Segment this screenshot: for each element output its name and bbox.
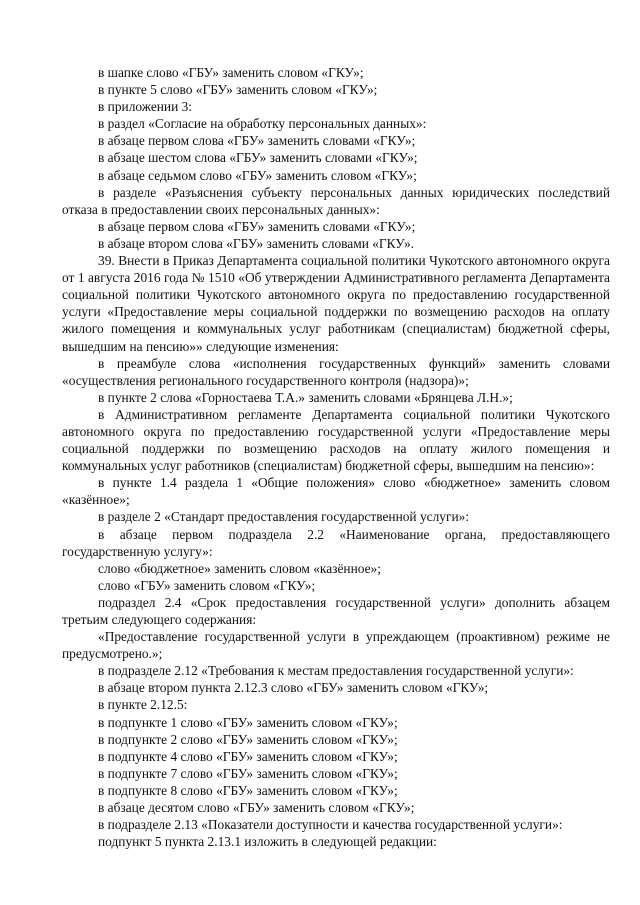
paragraph: в пункте 1.4 раздела 1 «Общие положения» слово «бюджетное» заменить словом «казённое»; bbox=[62, 475, 610, 508]
paragraph: слово «ГБУ» заменить словом «ГКУ»; bbox=[98, 577, 316, 593]
paragraph: подпункт 5 пункта 2.13.1 изложить в следующей редакции: bbox=[98, 834, 437, 850]
paragraph: в подпункте 4 слово «ГБУ» заменить словом «ГКУ»; bbox=[98, 748, 398, 764]
paragraph: в разделе 2 «Стандарт предоставления государственной услуги»: bbox=[98, 509, 470, 525]
paragraph: в раздел «Согласие на обработку персональных данных»: bbox=[98, 116, 427, 132]
document-body bbox=[62, 64, 610, 850]
paragraph: в абзаце втором пункта 2.12.3 слово «ГБУ» заменить словом «ГКУ»; bbox=[98, 680, 489, 696]
paragraph: подраздел 2.4 «Срок предоставления государственной услуги» дополнить абзацем третьим следующего содержания: bbox=[62, 594, 610, 627]
paragraph: в подпункте 7 слово «ГБУ» заменить словом «ГКУ»; bbox=[98, 765, 398, 781]
paragraph: в абзаце первом слова «ГБУ» заменить словами «ГКУ»; bbox=[98, 218, 416, 234]
paragraph: в абзаце седьмом слово «ГБУ» заменить словом «ГКУ»; bbox=[98, 167, 417, 183]
paragraph: в приложении 3: bbox=[98, 99, 193, 115]
paragraph: в подпункте 1 слово «ГБУ» заменить словом «ГКУ»; bbox=[98, 714, 398, 730]
paragraph: в преамбуле слова «исполнения государственных функций» заменить словами «осуществления регионального государственного контроля (надзора)»; bbox=[62, 355, 610, 388]
paragraph: в шапке слово «ГБУ» заменить словом «ГКУ»; bbox=[98, 65, 364, 80]
paragraph: в абзаце первом подраздела 2.2 «Наименование органа, предоставляющего государственную услугу»: bbox=[62, 526, 610, 559]
paragraph: в абзаце первом слова «ГБУ» заменить словами «ГКУ»; bbox=[98, 133, 416, 149]
paragraph: в подпункте 2 слово «ГБУ» заменить словом «ГКУ»; bbox=[98, 731, 398, 747]
paragraph: в абзаце шестом слова «ГБУ» заменить словами «ГКУ»; bbox=[98, 150, 418, 166]
paragraph: в подпункте 8 слово «ГБУ» заменить словом «ГКУ»; bbox=[98, 782, 398, 798]
paragraph: в Административном регламенте Департамента социальной политики Чукотского автономного округа по предоставлению государственной услуги «Предоставление меры социальной поддержки по возмещению расходов на оплату жилого помещения и коммунальных услуг работников (специалистам) бюджетной сферы, вышедшим на пенсию»: bbox=[62, 406, 610, 474]
paragraph: в абзаце втором слова «ГБУ» заменить словами «ГКУ». bbox=[98, 235, 414, 251]
paragraph: в пункте 2.12.5: bbox=[98, 697, 188, 713]
paragraph: «Предоставление государственной услуги в упреждающем (проактивном) режиме не предусмотрено.»; bbox=[62, 629, 610, 662]
paragraph: в пункте 2 слова «Горностаева Т.А.» заменить словами «Брянцева Л.Н.»; bbox=[98, 389, 513, 405]
paragraph: в абзаце десятом слово «ГБУ» заменить словом «ГКУ»; bbox=[98, 800, 415, 816]
paragraph: слово «бюджетное» заменить словом «казённое»; bbox=[98, 560, 381, 576]
paragraph: в подразделе 2.13 «Показатели доступности и качества государственной услуги»: bbox=[98, 817, 563, 833]
paragraph: 39. Внести в Приказ Департамента социальной политики Чукотского автономного округа от 1 августа 2016 года № 1510 «Об утверждении Административного регламента Департамента социальной политики Чукотского автономного округа по предоставлению государственной услуги «Предоставление меры социальной поддержки по возмещению расходов на оплату жилого помещения и коммунальных услуг работникам (специалистам) бюджетной сферы, вышедшим на пенсию»» следующие изменения: bbox=[62, 253, 610, 354]
paragraph: в разделе «Разъяснения субъекту персональных данных юридических последствий отказа в предоставлении своих персональных данных»: bbox=[62, 184, 610, 217]
paragraph: в подразделе 2.12 «Требования к местам предоставления государственной услуги»: bbox=[98, 663, 574, 679]
paragraph: в пункте 5 слово «ГБУ» заменить словом «ГКУ»; bbox=[98, 82, 378, 98]
